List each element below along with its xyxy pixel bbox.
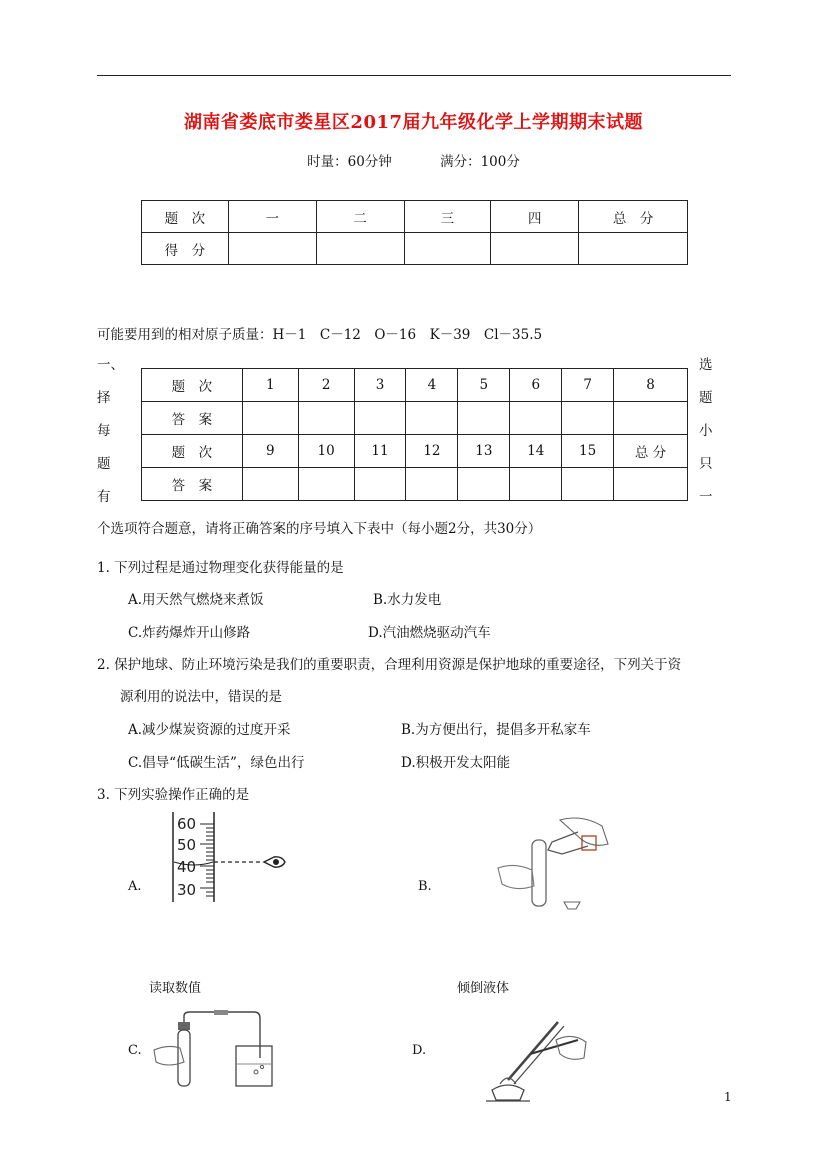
answer-blank[interactable] bbox=[298, 468, 354, 501]
score-table bbox=[141, 200, 688, 265]
atomic-masses: 可能要用到的相对原子质量：H－1 C－12 O－16 K－39 Cl－35.5 bbox=[97, 327, 543, 343]
hand-icon bbox=[556, 1036, 586, 1059]
answer-blank[interactable] bbox=[510, 468, 562, 501]
answer-cell: 9 bbox=[242, 435, 298, 468]
answer-cell: 3 bbox=[354, 369, 406, 402]
score-cell: 四 bbox=[491, 201, 579, 233]
pouring-liquid-illustration bbox=[490, 810, 615, 910]
cylinder-tick-label: 30 bbox=[177, 881, 197, 899]
airtightness-check-illustration bbox=[150, 1010, 275, 1088]
section-right-chars bbox=[699, 349, 719, 514]
answer-cell: 题 次 bbox=[142, 369, 243, 402]
hand-icon bbox=[498, 865, 534, 888]
answer-cell: 11 bbox=[354, 435, 406, 468]
score-table-header-row bbox=[142, 201, 688, 233]
answer-blank[interactable] bbox=[510, 402, 562, 435]
page-number: 1 bbox=[724, 1090, 732, 1104]
question-3-caption-b: 倾倒液体 bbox=[457, 981, 510, 996]
cylinder-tick-label: 40 bbox=[177, 858, 197, 876]
side-char: 有 bbox=[97, 489, 111, 505]
answer-table-row bbox=[142, 369, 688, 402]
score-cell: 总 分 bbox=[579, 201, 688, 233]
glass-tube-icon bbox=[184, 1012, 260, 1058]
cylinder-tick-label: 60 bbox=[177, 815, 197, 833]
test-tube-icon bbox=[532, 840, 546, 906]
question-3-option-b-letter: B. bbox=[418, 879, 432, 894]
score-blank[interactable] bbox=[404, 233, 491, 265]
heating-test-tube-illustration bbox=[478, 1010, 590, 1102]
score-blank[interactable] bbox=[579, 233, 688, 265]
graduated-cylinder-reading-illustration bbox=[160, 810, 295, 906]
side-char: 择 bbox=[97, 390, 111, 406]
side-char: 只 bbox=[699, 456, 713, 472]
header-rule bbox=[97, 75, 731, 76]
answer-cell: 14 bbox=[510, 435, 562, 468]
answer-blank[interactable] bbox=[562, 402, 614, 435]
score-blank[interactable] bbox=[491, 233, 579, 265]
exam-full-score: 满分：100分 bbox=[440, 154, 520, 170]
question-3-caption-a: 读取数值 bbox=[149, 981, 202, 996]
answer-cell: 总 分 bbox=[614, 435, 688, 468]
answer-table-row bbox=[142, 435, 688, 468]
answer-cell: 7 bbox=[562, 369, 614, 402]
hand-icon bbox=[154, 1046, 184, 1065]
answer-cell: 6 bbox=[510, 369, 562, 402]
bottle-stopper-icon bbox=[564, 902, 580, 909]
score-blank[interactable] bbox=[316, 233, 404, 265]
answer-blank[interactable] bbox=[242, 402, 298, 435]
answer-cell: 5 bbox=[458, 369, 510, 402]
answer-blank[interactable] bbox=[242, 468, 298, 501]
score-cell: 题 次 bbox=[142, 201, 229, 233]
question-3-stem: 3. 下列实验操作正确的是 bbox=[97, 787, 250, 803]
score-cell: 二 bbox=[316, 201, 404, 233]
answer-blank[interactable] bbox=[614, 402, 688, 435]
side-char: 一 bbox=[699, 489, 713, 505]
answer-cell: 8 bbox=[614, 369, 688, 402]
answer-cell: 1 bbox=[242, 369, 298, 402]
answer-cell: 答 案 bbox=[142, 402, 243, 435]
answer-cell: 15 bbox=[562, 435, 614, 468]
question-3-option-c-letter: C. bbox=[128, 1043, 142, 1058]
question-1-option-b: B.水力发电 bbox=[373, 592, 442, 608]
answer-blank[interactable] bbox=[614, 468, 688, 501]
question-2-stem-line2: 源利用的说法中，错误的是 bbox=[120, 689, 282, 705]
side-char: 选 bbox=[699, 357, 713, 373]
score-blank[interactable] bbox=[228, 233, 316, 265]
cylinder-tick-label: 50 bbox=[177, 836, 197, 854]
score-cell: 得 分 bbox=[142, 233, 229, 265]
question-1-stem: 1. 下列过程是通过物理变化获得能量的是 bbox=[97, 560, 344, 576]
section-left-chars bbox=[97, 349, 124, 514]
side-char: 每 bbox=[97, 423, 111, 439]
question-3-option-d-letter: D. bbox=[412, 1043, 427, 1058]
answer-blank[interactable] bbox=[458, 402, 510, 435]
hand-icon bbox=[560, 818, 608, 845]
score-table-score-row bbox=[142, 233, 688, 265]
side-char: 一、 bbox=[97, 357, 124, 373]
question-2-option-d: D.积极开发太阳能 bbox=[401, 755, 511, 771]
side-char: 题 bbox=[699, 390, 713, 406]
side-char: 小 bbox=[699, 423, 713, 439]
section-instruction: 个选项符合题意，请将正确答案的序号填入下表中（每小题2分，共30分） bbox=[97, 521, 542, 537]
answer-table bbox=[141, 368, 688, 501]
answer-blank[interactable] bbox=[406, 468, 458, 501]
question-1-option-c: C.炸药爆炸开山修路 bbox=[128, 625, 251, 641]
answer-table-row bbox=[142, 402, 688, 435]
answer-blank[interactable] bbox=[354, 468, 406, 501]
question-1-option-d: D.汽油燃烧驱动汽车 bbox=[368, 625, 491, 641]
exam-time: 时量：60分钟 bbox=[307, 154, 392, 170]
answer-cell: 12 bbox=[406, 435, 458, 468]
side-char: 题 bbox=[97, 456, 111, 472]
question-1-option-a: A.用天然气燃烧来煮饭 bbox=[128, 592, 264, 608]
eye-icon bbox=[264, 857, 285, 867]
answer-blank[interactable] bbox=[562, 468, 614, 501]
score-cell: 一 bbox=[228, 201, 316, 233]
answer-blank[interactable] bbox=[406, 402, 458, 435]
answer-cell: 题 次 bbox=[142, 435, 243, 468]
test-tube-icon bbox=[178, 1030, 190, 1086]
answer-cell: 2 bbox=[298, 369, 354, 402]
exam-subtitle bbox=[0, 150, 827, 170]
answer-cell: 4 bbox=[406, 369, 458, 402]
test-tube-icon bbox=[508, 1022, 558, 1080]
question-2-stem-line1: 2. 保护地球、防止环境污染是我们的重要职责，合理利用资源是保护地球的重要途径，下列关于资 bbox=[97, 657, 682, 673]
answer-table-row bbox=[142, 468, 688, 501]
answer-blank[interactable] bbox=[458, 468, 510, 501]
answer-cell: 10 bbox=[298, 435, 354, 468]
question-3-option-a-letter: A. bbox=[128, 879, 142, 894]
question-2-option-b: B.为方便出行，提倡多开私家车 bbox=[401, 722, 591, 738]
question-2-option-c: C.倡导“低碳生活”，绿色出行 bbox=[128, 755, 305, 771]
beaker-icon bbox=[236, 1046, 272, 1086]
answer-blank[interactable] bbox=[354, 402, 406, 435]
score-cell: 三 bbox=[404, 201, 491, 233]
question-2-option-a: A.减少煤炭资源的过度开采 bbox=[128, 722, 291, 738]
alcohol-lamp-icon bbox=[492, 1085, 524, 1100]
answer-cell: 13 bbox=[458, 435, 510, 468]
exam-title: 湖南省娄底市娄星区2017届九年级化学上学期期末试题 bbox=[183, 112, 644, 133]
answer-blank[interactable] bbox=[298, 402, 354, 435]
answer-cell: 答 案 bbox=[142, 468, 243, 501]
